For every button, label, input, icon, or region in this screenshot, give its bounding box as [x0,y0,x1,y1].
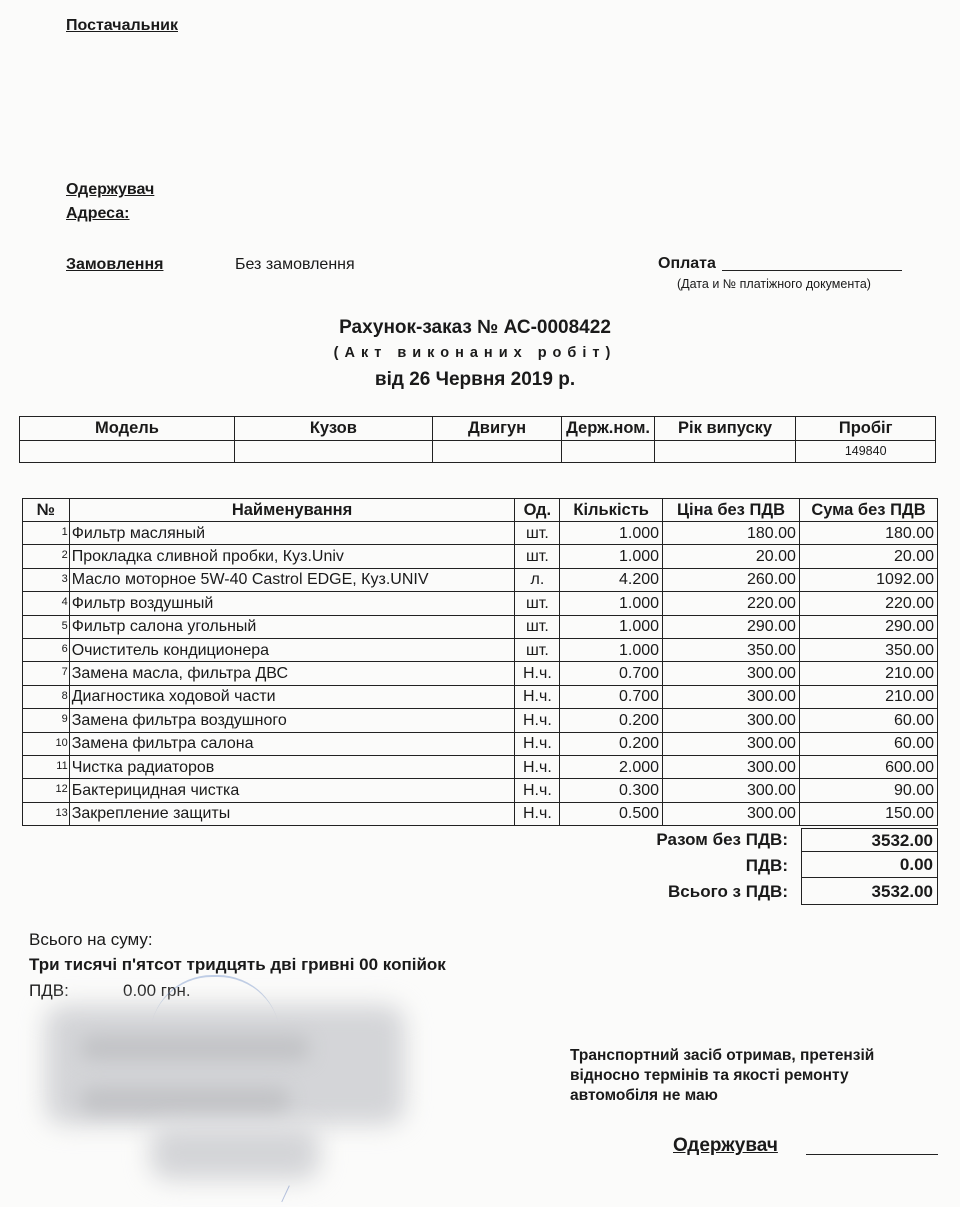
vat-label: ПДВ: [745,856,788,875]
item-number: 13 [23,802,70,825]
vehicle-header-model: Модель [20,417,235,441]
item-unit: шт. [515,522,560,545]
order-value: Без замовлення [235,256,355,273]
item-unit: л. [515,568,560,591]
footer-signature-line [806,1154,938,1155]
item-sum: 220.00 [799,592,937,615]
item-unit: Н.ч. [515,662,560,685]
item-sum: 20.00 [799,545,937,568]
amount-vat-value: 0.00 грн. [123,981,191,1000]
vehicle-year-value [654,441,796,463]
item-qty: 2.000 [560,755,663,778]
footer-receiver-label: Одержувач [673,1135,778,1156]
footer-statement-line-2: відносно термінів та якості ремонту [570,1067,849,1084]
vehicle-plate-value [562,441,654,463]
total-value: 3532.00 [801,878,938,905]
item-number: 11 [23,755,70,778]
receiver-label: Одержувач [66,181,155,198]
item-sum: 60.00 [799,732,937,755]
item-qty: 0.700 [560,662,663,685]
items-header-price: Ціна без ПДВ [663,499,800,522]
vehicle-header-plate: Держ.ном. [562,417,654,441]
item-price: 300.00 [663,685,800,708]
item-unit: Н.ч. [515,779,560,802]
item-sum: 150.00 [799,802,937,825]
item-name: Прокладка сливной пробки, Куз.Univ [69,545,515,568]
item-qty: 0.200 [560,732,663,755]
item-sum: 180.00 [799,522,937,545]
item-number: 10 [23,732,70,755]
vehicle-mileage-value: 149840 [796,441,936,463]
item-name: Чистка радиаторов [69,755,515,778]
item-number: 8 [23,685,70,708]
vehicle-engine-value [432,441,562,463]
table-row [23,779,938,802]
document-title: Рахунок-заказ № АС-0008422 [339,317,611,338]
vehicle-model-value [20,441,235,463]
item-number: 7 [23,662,70,685]
item-name: Фильтр салона угольный [69,615,515,638]
amount-words-label: Всього на суму: [29,930,153,949]
item-name: Очиститель кондиционера [69,638,515,661]
vehicle-header-year: Рік випуску [654,417,796,441]
item-qty: 4.200 [560,568,663,591]
item-price: 300.00 [663,709,800,732]
payment-label: Оплата [658,255,716,272]
footer-statement [570,1046,874,1106]
item-name: Бактерицидная чистка [69,779,515,802]
item-number: 12 [23,779,70,802]
item-number: 4 [23,592,70,615]
item-price: 220.00 [663,592,800,615]
item-name: Диагностика ходовой части [69,685,515,708]
table-row [23,755,938,778]
redacted-line-1 [80,1035,310,1061]
item-price: 180.00 [663,522,800,545]
signature-stroke [281,1185,290,1202]
item-price: 300.00 [663,802,800,825]
vat-value: 0.00 [801,852,938,878]
vehicle-header-engine: Двигун [432,417,562,441]
table-row [23,709,938,732]
item-sum: 210.00 [799,685,937,708]
item-qty: 0.300 [560,779,663,802]
payment-line [722,270,902,271]
subtotal-label: Разом без ПДВ: [656,830,788,849]
vehicle-table [19,416,936,463]
item-name: Фильтр масляный [69,522,515,545]
items-header-name: Найменування [69,499,515,522]
table-row [23,732,938,755]
item-unit: Н.ч. [515,755,560,778]
item-number: 1 [23,522,70,545]
item-number: 9 [23,709,70,732]
items-header-sum: Сума без ПДВ [799,499,937,522]
table-row [23,568,938,591]
items-header-unit: Од. [515,499,560,522]
item-sum: 90.00 [799,779,937,802]
amount-words-text: Три тисячі п'ятсот тридцять дві гривні 00 копійок [29,955,446,974]
footer-statement-line-1: Транспортний засіб отримав, претензій [570,1047,875,1064]
item-name: Замена фильтра салона [69,732,515,755]
table-row [23,802,938,825]
subtotal-value: 3532.00 [801,828,938,852]
document-subtitle: (Акт виконаних робіт) [333,345,617,361]
amount-vat-label: ПДВ: [29,981,69,1000]
total-label: Всього з ПДВ: [668,882,788,901]
table-row [23,545,938,568]
item-price: 300.00 [663,732,800,755]
items-header-qty: Кількість [560,499,663,522]
supplier-label: Постачальник [66,17,178,34]
item-price: 290.00 [663,615,800,638]
vehicle-header-body: Кузов [234,417,432,441]
item-price: 20.00 [663,545,800,568]
item-name: Фильтр воздушный [69,592,515,615]
item-price: 300.00 [663,755,800,778]
item-name: Замена масла, фильтра ДВС [69,662,515,685]
table-row [23,522,938,545]
item-price: 300.00 [663,662,800,685]
item-qty: 0.500 [560,802,663,825]
table-row [23,685,938,708]
redacted-signature [150,1125,320,1180]
item-qty: 1.000 [560,615,663,638]
item-qty: 1.000 [560,522,663,545]
item-price: 350.00 [663,638,800,661]
item-number: 2 [23,545,70,568]
item-number: 3 [23,568,70,591]
item-number: 5 [23,615,70,638]
order-label: Замовлення [66,256,164,273]
item-qty: 1.000 [560,592,663,615]
item-sum: 290.00 [799,615,937,638]
document-date: від 26 Червня 2019 р. [374,369,576,390]
item-unit: шт. [515,592,560,615]
item-unit: шт. [515,615,560,638]
item-unit: Н.ч. [515,709,560,732]
item-unit: Н.ч. [515,802,560,825]
vehicle-header-mileage: Пробіг [796,417,936,441]
item-name: Закрепление защиты [69,802,515,825]
item-unit: шт. [515,545,560,568]
item-price: 260.00 [663,568,800,591]
item-sum: 350.00 [799,638,937,661]
item-number: 6 [23,638,70,661]
item-unit: шт. [515,638,560,661]
item-sum: 1092.00 [799,568,937,591]
item-unit: Н.ч. [515,732,560,755]
table-row [23,615,938,638]
items-table [22,498,938,826]
item-name: Замена фильтра воздушного [69,709,515,732]
table-row [23,638,938,661]
payment-note: (Дата и № платіжного документа) [677,277,871,291]
item-sum: 60.00 [799,709,937,732]
vehicle-body-value [234,441,432,463]
items-header-number: № [23,499,70,522]
item-sum: 210.00 [799,662,937,685]
address-label: Адреса: [66,205,130,222]
item-unit: Н.ч. [515,685,560,708]
item-name: Масло моторное 5W-40 Castrol EDGE, Куз.UNIV [69,568,515,591]
item-price: 300.00 [663,779,800,802]
footer-statement-line-3: автомобіля не маю [570,1087,718,1104]
item-sum: 600.00 [799,755,937,778]
item-qty: 0.700 [560,685,663,708]
redacted-line-2 [80,1087,290,1113]
item-qty: 0.200 [560,709,663,732]
item-qty: 1.000 [560,545,663,568]
table-row [23,662,938,685]
table-row [23,592,938,615]
item-qty: 1.000 [560,638,663,661]
